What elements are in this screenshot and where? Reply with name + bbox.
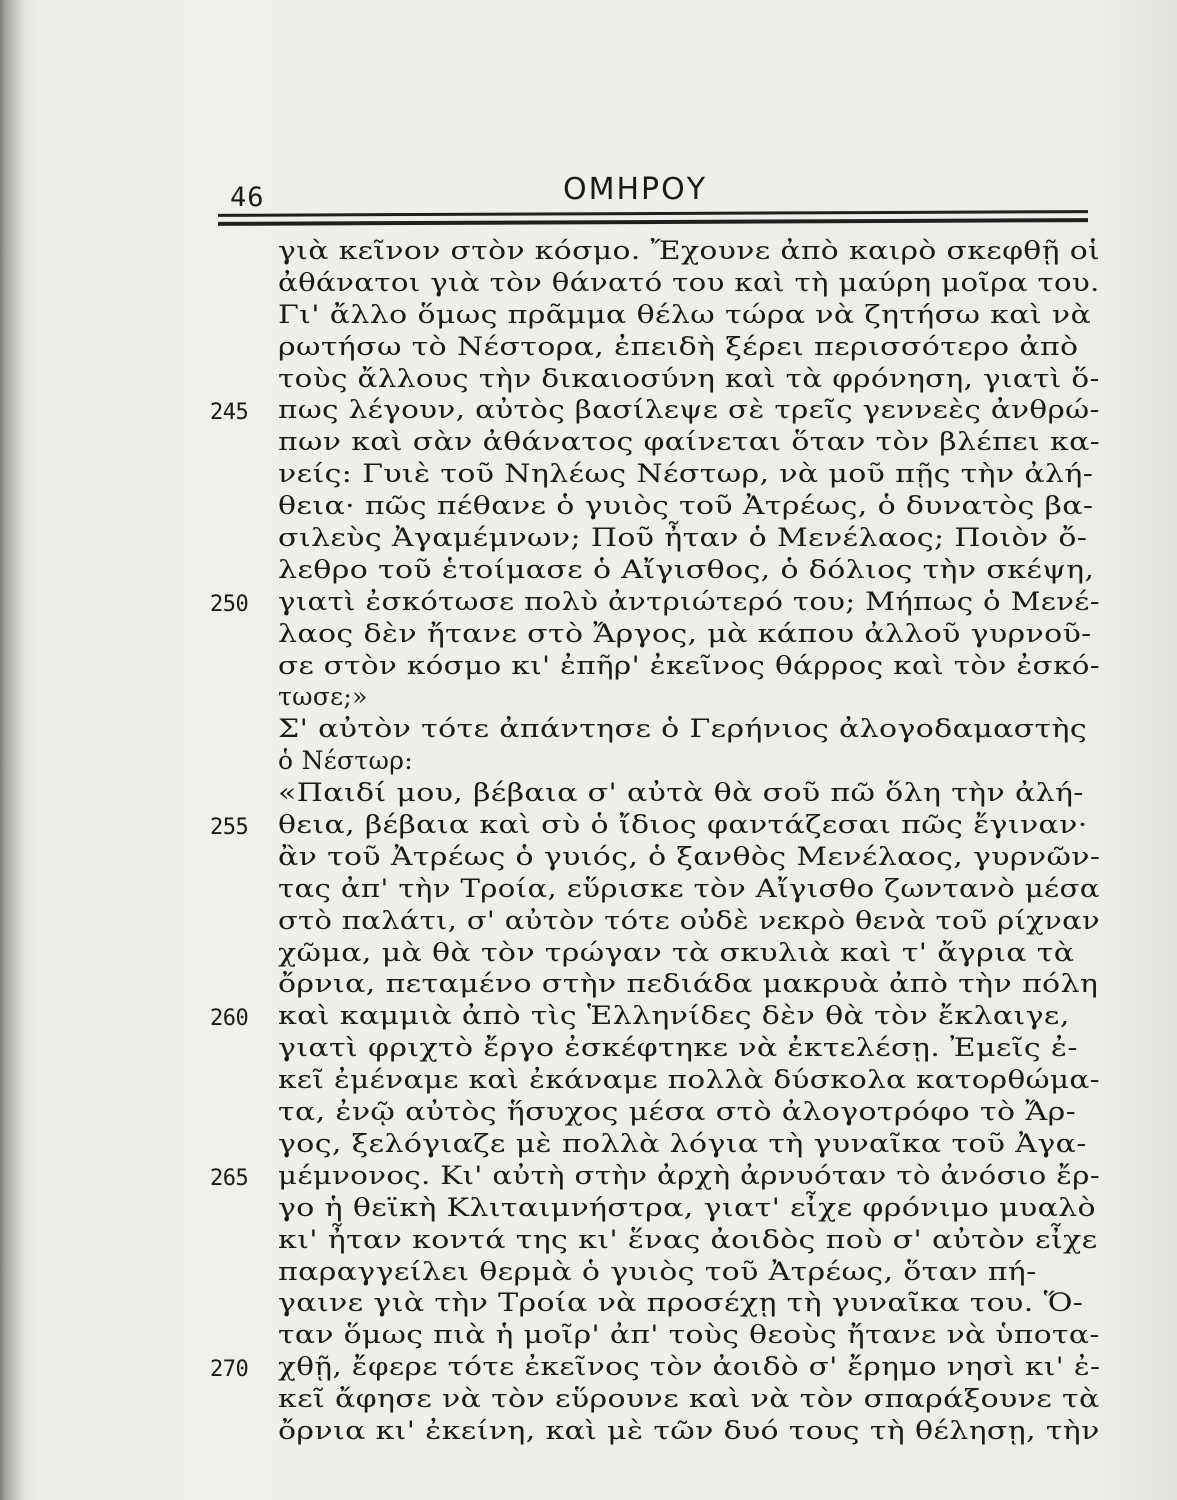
line-text: ἀθάνατοι γιὰ τὸν θάνατό του καὶ τὴ μαύρη μοῖρα του. xyxy=(278,267,1100,297)
line-number: 245 xyxy=(210,400,249,426)
line-number: 270 xyxy=(210,1357,249,1383)
text-line xyxy=(210,969,1105,1001)
line-text: μέμνονος. Κι' αὐτὴ στὴν ἀρχὴ ἀρνυόταν τὸ ἀνόσιο ἔρ- xyxy=(278,1160,1101,1190)
line-number: 250 xyxy=(210,591,249,617)
line-text: γιατὶ φριχτὸ ἔργο ἐσκέφτηκε νὰ ἐκτελέσῃ. Ἐμεῖς ἐ- xyxy=(278,1033,1078,1063)
text-line xyxy=(210,714,1105,746)
line-text: θεια· πῶς πέθανε ὁ γυιὸς τοῦ Ἀτρέως, ὁ δυνατὸς βα- xyxy=(278,491,1094,521)
line-number: 260 xyxy=(210,1006,249,1032)
line-text: ὄρνια κι' ἐκείνη, καὶ μὲ τῶν δυό τους τὴ θέλησῃ, τὴν xyxy=(278,1415,1100,1445)
page-number: 46 xyxy=(230,182,265,213)
text-line xyxy=(210,1065,1105,1097)
text-line xyxy=(210,300,1105,332)
page-binding-edge xyxy=(0,0,24,1500)
text-line xyxy=(210,1225,1105,1257)
text-line xyxy=(210,1097,1105,1129)
text-line xyxy=(210,619,1105,651)
text-line xyxy=(210,842,1105,874)
text-line xyxy=(210,1257,1105,1289)
text-line xyxy=(210,1416,1105,1448)
text-line xyxy=(210,1001,1105,1033)
text-line xyxy=(210,778,1105,810)
text-line xyxy=(210,682,1105,714)
text-line xyxy=(210,1193,1105,1225)
line-text: τα, ἐνῷ αὐτὸς ἥσυχος μέσα στὸ ἀλογοτρόφο τὸ Ἄρ- xyxy=(278,1097,1077,1127)
line-text: τωσε;» xyxy=(278,682,368,712)
text-line xyxy=(210,1384,1105,1416)
line-text: ὁ Νέστωρ: xyxy=(278,746,413,776)
line-text: νείς: Γυιὲ τοῦ Νηλέως Νέστωρ, νὰ μοῦ πῇς τὴν ἀλή- xyxy=(278,459,1094,489)
line-text: στὸ παλάτι, σ' αὐτὸν τότε οὐδὲ νεκρὸ θενὰ τοῦ ρίχναν xyxy=(278,905,1100,935)
line-text: γο ἡ θεϊκὴ Κλιταιμνήστρα, γιατ' εἶχε φρόνιμο μυαλὸ xyxy=(278,1192,1096,1222)
line-number: 265 xyxy=(210,1165,249,1191)
text-line xyxy=(210,332,1105,364)
text-line xyxy=(210,810,1105,842)
text-line xyxy=(210,906,1105,938)
line-text: γαινε γιὰ τὴν Τροία νὰ προσέχῃ τὴ γυναῖκα του. Ὅ- xyxy=(278,1288,1084,1318)
text-line xyxy=(210,395,1105,427)
line-text: Σ' αὐτὸν τότε ἀπάντησε ὁ Γερήνιος ἀλογοδαμαστὴς xyxy=(278,714,1088,744)
line-text: χθῇ, ἔφερε τότε ἐκεῖνος τὸν ἀοιδὸ σ' ἔρημο νησὶ κι' ἐ- xyxy=(278,1352,1101,1382)
line-text: λαος δὲν ἤτανε στὸ Ἄργος, μὰ κάπου ἀλλοῦ γυρνοῦ- xyxy=(278,618,1092,648)
text-line xyxy=(210,268,1105,300)
text-line xyxy=(210,491,1105,523)
running-head: ΟΜΗΡΟΥ xyxy=(563,172,708,207)
line-text: σιλεὺς Ἀγαμέμνων; Ποῦ ἦταν ὁ Μενέλαος; Ποιὸν ὄ- xyxy=(278,523,1088,553)
header-rule-double xyxy=(218,218,1088,226)
line-text: Γι' ἄλλο ὅμως πρᾶμμα θέλω τώρα νὰ ζητήσω καὶ νὰ xyxy=(278,299,1092,329)
header-rule xyxy=(218,210,1088,217)
text-line xyxy=(210,364,1105,396)
text-line xyxy=(210,1288,1105,1320)
line-text: ὄρνια, πεταμένο στὴν πεδιάδα μακρυὰ ἀπὸ τὴν πόλη xyxy=(278,969,1099,999)
text-line xyxy=(210,746,1105,778)
line-text: καὶ καμμιὰ ἀπὸ τὶς Ἑλληνίδες δὲν θὰ τὸν ἔκλαιγε, xyxy=(278,1001,1070,1031)
line-text: ταν ὅμως πιὰ ἡ μοῖρ' ἀπ' τοὺς θεοὺς ἤτανε νὰ ὑποτα- xyxy=(278,1320,1100,1350)
text-line xyxy=(210,523,1105,555)
line-text: κεῖ ἐμέναμε καὶ ἐκάναμε πολλὰ δύσκολα κατορθώμα- xyxy=(278,1065,1100,1095)
line-text: «Παιδί μου, βέβαια σ' αὐτὰ θὰ σοῦ πῶ ὅλη τὴν ἀλή- xyxy=(278,778,1084,808)
text-line xyxy=(210,874,1105,906)
line-text: πως λέγουν, αὐτὸς βασίλεψε σὲ τρεῖς γεννεὲς ἀνθρώ- xyxy=(278,395,1100,425)
line-text: κεῖ ἄφησε νὰ τὸν εὕρουνε καὶ νὰ τὸν σπαράξουνε τὰ xyxy=(278,1384,1100,1414)
line-text: ρωτήσω τὸ Νέστορα, ἐπειδὴ ξέρει περισσότερο ἀπὸ xyxy=(278,331,1079,361)
line-text: πων καὶ σὰν ἀθάνατος φαίνεται ὅταν τὸν βλέπει κα- xyxy=(278,427,1101,457)
line-text: ἂν τοῦ Ἀτρέως ὁ γυιός, ὁ ξανθὸς Μενέλαος, γυρνῶν- xyxy=(278,841,1101,871)
text-line xyxy=(210,555,1105,587)
text-line xyxy=(210,1352,1105,1384)
text-line xyxy=(210,459,1105,491)
line-text: γιατὶ ἐσκότωσε πολὺ ἀντριώτερό του; Μήπως ὁ Μενέ- xyxy=(278,586,1100,616)
line-text: γος, ξελόγιαζε μὲ πολλὰ λόγια τὴ γυναῖκα τοῦ Ἀγα- xyxy=(278,1128,1087,1158)
line-number: 255 xyxy=(210,815,249,841)
text-line xyxy=(210,427,1105,459)
text-line xyxy=(210,236,1105,268)
line-text: κι' ἦταν κοντά της κι' ἕνας ἀοιδὸς ποὺ σ' αὐτὸν εἶχε xyxy=(278,1224,1098,1254)
line-text: τοὺς ἄλλους τὴν δικαιοσύνη καὶ τὰ φρόνηση, γιατὶ ὅ- xyxy=(278,363,1100,393)
page-header xyxy=(218,160,1093,230)
text-line xyxy=(210,1033,1105,1065)
body-text xyxy=(210,236,1105,1448)
text-line xyxy=(210,587,1105,619)
line-text: λεθρο τοῦ ἑτοίμασε ὁ Αἴγισθος, ὁ δόλιος τὴν σκέψη, xyxy=(278,554,1095,584)
line-text: χῶμα, μὰ θὰ τὸν τρώγαν τὰ σκυλιὰ καὶ τ' ἄγρια τὰ xyxy=(278,937,1075,967)
line-text: θεια, βέβαια καὶ σὺ ὁ ἴδιος φαντάζεσαι πῶς ἔγιναν· xyxy=(278,810,1088,840)
line-text: τας ἀπ' τὴν Τροία, εὕρισκε τὸν Αἴγισθο ζωντανὸ μέσα xyxy=(278,873,1100,903)
line-text: γιὰ κεῖνον στὸν κόσμο. Ἔχουνε ἀπὸ καιρὸ σκεφθῇ οἱ xyxy=(278,236,1101,265)
text-line xyxy=(210,651,1105,683)
text-line xyxy=(210,1320,1105,1352)
text-line xyxy=(210,938,1105,970)
text-line xyxy=(210,1161,1105,1193)
line-text: παραγγείλει θερμὰ ὁ γυιὸς τοῦ Ἀτρέως, ὅταν πή- xyxy=(278,1256,1037,1286)
line-text: σε στὸν κόσμο κι' ἐπῆρ' ἐκεῖνος θάρρος καὶ τὸν ἐσκό- xyxy=(278,650,1101,680)
text-line xyxy=(210,1129,1105,1161)
